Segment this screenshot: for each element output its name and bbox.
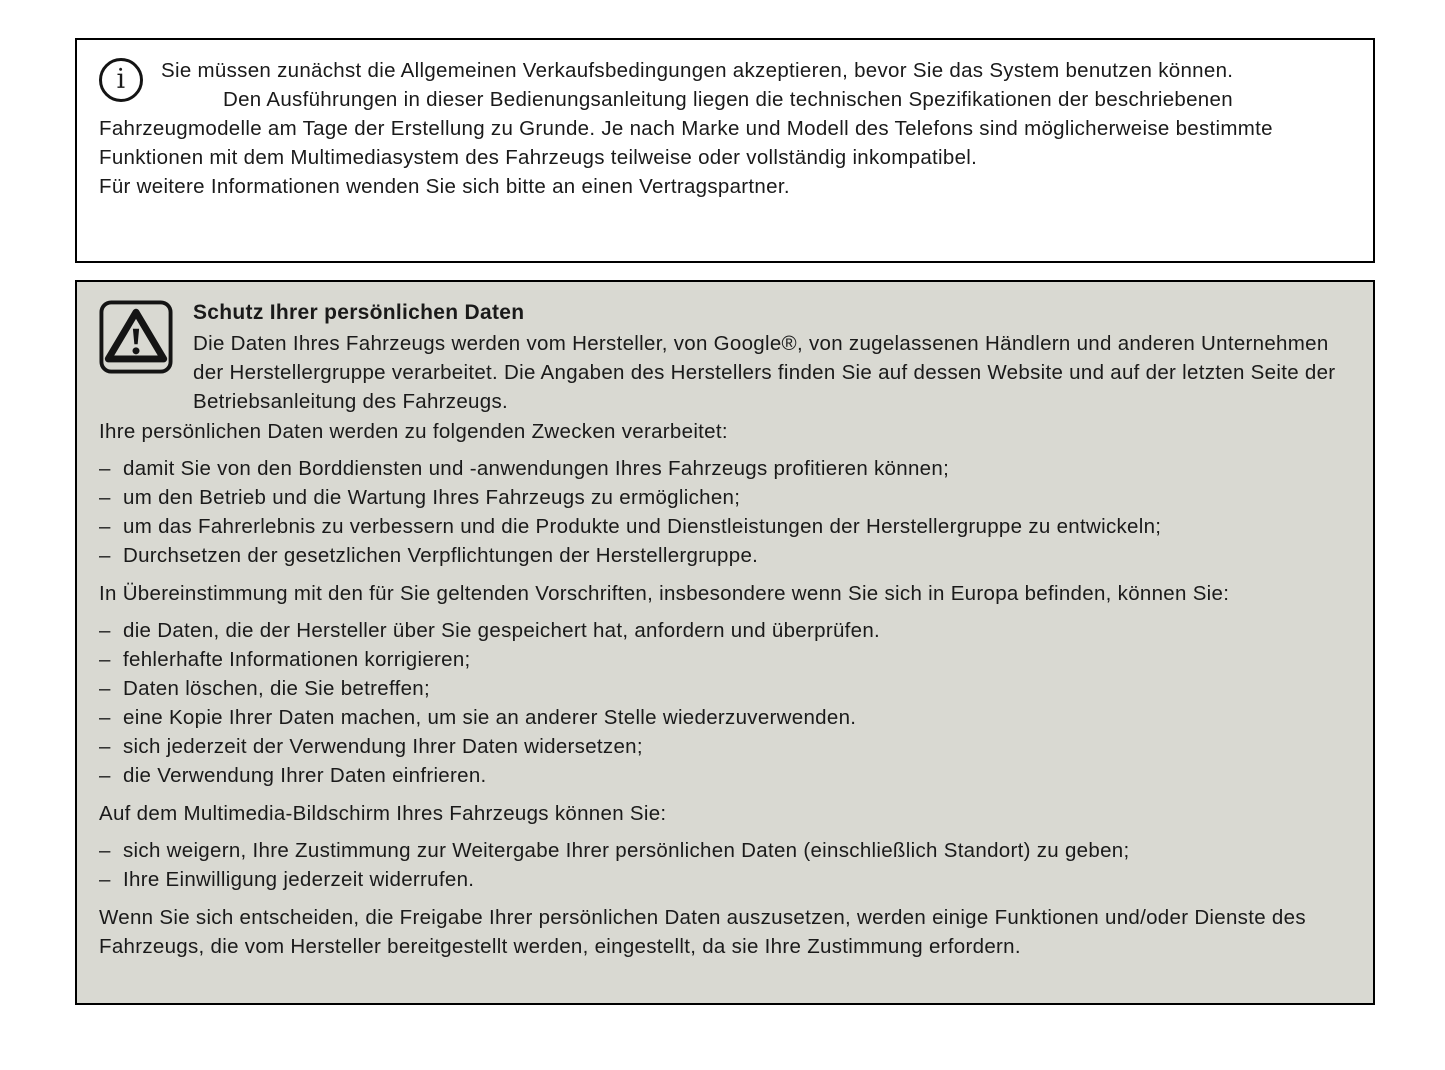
list-item: – Ihre Einwilligung jederzeit widerrufen. bbox=[99, 865, 1351, 894]
screen-lead: Auf dem Multimedia-Bildschirm Ihres Fahrzeugs können Sie: bbox=[99, 802, 667, 825]
note-paragraph-1: Sie müssen zunächst die Allgemeinen Verkaufsbedingungen akzeptieren, bevor Sie das System benutzen können. bbox=[161, 59, 1234, 82]
list-item: – Durchsetzen der gesetzlichen Verpflichtungen der Herstellergruppe. bbox=[99, 541, 1351, 570]
privacy-intro: Die Daten Ihres Fahrzeugs werden vom Hersteller, von Google®, von zugelassenen Händlern und anderen Unternehmen der Herstellergruppe verarbeitet. Die Angaben des Herstellers finden Sie auf dessen Website und auf der letzten Seite der Betriebsanleitung des Fahrzeugs. bbox=[193, 332, 1336, 413]
info-icon bbox=[99, 58, 143, 102]
privacy-closing: Wenn Sie sich entscheiden, die Freigabe Ihrer persönlichen Daten auszusetzen, werden einige Funktionen und/oder Dienste des Fahrzeugs, die vom Hersteller bereitgestellt werden, eingestellt, da sie Ihre Zustimmung erfordern. bbox=[99, 906, 1306, 958]
list-item: – eine Kopie Ihrer Daten machen, um sie an anderer Stelle wiederzuverwenden. bbox=[99, 703, 1351, 732]
list-item: – um den Betrieb und die Wartung Ihres Fahrzeugs zu ermöglichen; bbox=[99, 483, 1351, 512]
screen-list bbox=[99, 836, 1351, 894]
list-item: – Daten löschen, die Sie betreffen; bbox=[99, 674, 1351, 703]
rights-lead: In Übereinstimmung mit den für Sie geltenden Vorschriften, insbesondere wenn Sie sich in Europa befinden, können Sie: bbox=[99, 582, 1230, 605]
list-item: – um das Fahrerlebnis zu verbessern und die Produkte und Dienstleistungen der Herstellergruppe zu entwickeln; bbox=[99, 512, 1351, 541]
list-item: – damit Sie von den Borddiensten und -anwendungen Ihres Fahrzeugs profitieren können; bbox=[99, 454, 1351, 483]
note-paragraph-2: Den Ausführungen in dieser Bedienungsanleitung liegen die technischen Spezifikationen der beschriebenen Fahrzeugmodelle am Tage der Erstellung zu Grunde. Je nach Marke und Modell des Telefons sind möglicherweise bestimmte Funktionen mit dem Multimediasystem des Fahrzeugs teilweise oder vollständig inkompatibel. bbox=[99, 88, 1273, 169]
list-item: – fehlerhafte Informationen korrigieren; bbox=[99, 645, 1351, 674]
list-item: – sich jederzeit der Verwendung Ihrer Daten widersetzen; bbox=[99, 732, 1351, 761]
info-note-box bbox=[75, 38, 1375, 263]
list-item: – die Daten, die der Hersteller über Sie gespeichert hat, anfordern und überprüfen. bbox=[99, 616, 1351, 645]
purposes-list bbox=[99, 454, 1351, 570]
list-item: – die Verwendung Ihrer Daten einfrieren. bbox=[99, 761, 1351, 790]
list-item: – sich weigern, Ihre Zustimmung zur Weitergabe Ihrer persönlichen Daten (einschließlich Standort) zu geben; bbox=[99, 836, 1351, 865]
purposes-lead: Ihre persönlichen Daten werden zu folgenden Zwecken verarbeitet: bbox=[99, 420, 728, 443]
note-paragraph-3: Für weitere Informationen wenden Sie sich bitte an einen Vertragspartner. bbox=[99, 175, 790, 198]
privacy-warning-box bbox=[75, 280, 1375, 1005]
warning-triangle-icon bbox=[99, 300, 173, 374]
privacy-title: Schutz Ihrer persönlichen Daten bbox=[193, 301, 525, 324]
rights-list bbox=[99, 616, 1351, 790]
info-icon-glyph: i bbox=[116, 63, 126, 95]
